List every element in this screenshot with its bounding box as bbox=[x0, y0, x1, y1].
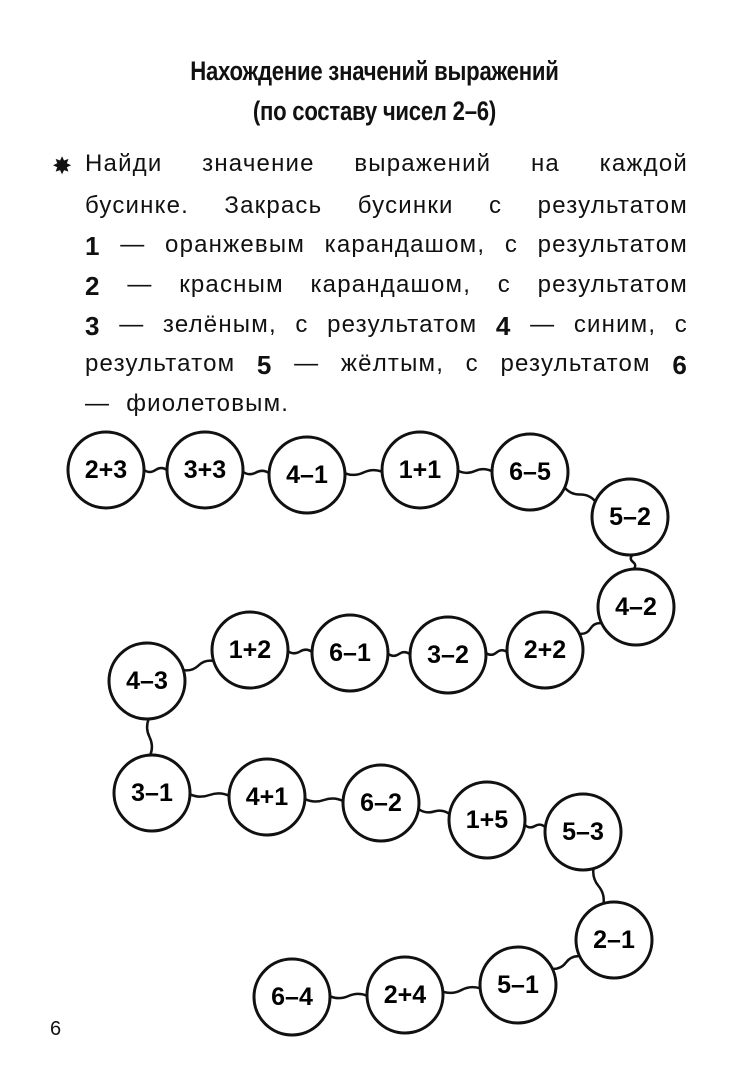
word: Закрась bbox=[224, 192, 323, 219]
word: с bbox=[674, 311, 688, 338]
word: результатом bbox=[327, 311, 478, 338]
bead-expression: 6–4 bbox=[271, 983, 313, 1011]
bead-string bbox=[305, 798, 343, 801]
bead-string bbox=[486, 650, 507, 655]
bead-expression: 5–2 bbox=[609, 503, 651, 531]
word: — bbox=[85, 390, 111, 417]
bead-expression: 5–3 bbox=[562, 818, 604, 846]
word: — bbox=[127, 271, 153, 298]
bead-string bbox=[443, 987, 480, 993]
word: на bbox=[530, 150, 560, 177]
word: с bbox=[295, 311, 309, 338]
bead[interactable] bbox=[114, 755, 190, 831]
bead[interactable] bbox=[382, 432, 458, 508]
bead-expression: 4+1 bbox=[245, 783, 289, 811]
word: карандашом, bbox=[310, 271, 472, 298]
bead-expression: 2+3 bbox=[84, 456, 128, 484]
word: — bbox=[294, 350, 320, 377]
bead[interactable] bbox=[254, 959, 330, 1035]
bead-expression: 4–2 bbox=[615, 593, 657, 621]
bead-expression: 6–1 bbox=[329, 639, 371, 667]
word: с bbox=[489, 192, 503, 219]
result-number: 1 bbox=[85, 231, 101, 261]
bead[interactable] bbox=[598, 569, 674, 645]
bead[interactable] bbox=[410, 617, 486, 693]
bead[interactable] bbox=[68, 432, 144, 508]
bead[interactable] bbox=[592, 479, 668, 555]
bead-string bbox=[579, 623, 601, 634]
bead-expression: 2–1 bbox=[593, 926, 635, 954]
bead-string bbox=[144, 468, 167, 472]
page-subtitle: (по составу чисел 2–6) bbox=[252, 96, 496, 126]
bead-expression: 3+3 bbox=[183, 456, 227, 484]
bead-string bbox=[288, 650, 312, 654]
bead[interactable] bbox=[312, 615, 388, 691]
bead-expression: 1+5 bbox=[465, 806, 509, 834]
bead-string bbox=[552, 956, 579, 969]
page-number: 6 bbox=[50, 1018, 62, 1040]
result-number: 6 bbox=[672, 350, 688, 380]
bead-string bbox=[419, 809, 450, 814]
bead[interactable] bbox=[576, 902, 652, 978]
bead-string bbox=[631, 555, 635, 569]
bead-expression: 2+2 bbox=[523, 636, 567, 664]
bead-expression: 6–2 bbox=[360, 789, 402, 817]
bead[interactable] bbox=[269, 437, 345, 513]
result-number: 5 bbox=[256, 350, 273, 380]
word: фиолетовым. bbox=[126, 390, 290, 417]
bead-string bbox=[593, 869, 603, 904]
word: результатом bbox=[537, 271, 688, 298]
bead-expression: 3–2 bbox=[427, 641, 469, 669]
page-title: Нахождение значений выражений bbox=[190, 56, 559, 86]
bead[interactable] bbox=[109, 643, 185, 719]
word: выражений bbox=[354, 150, 492, 177]
word: — bbox=[120, 231, 146, 258]
star-bullet-icon: ✸ bbox=[52, 153, 73, 180]
word: оранжевым bbox=[165, 231, 306, 258]
bead[interactable] bbox=[507, 612, 583, 688]
word: красным bbox=[179, 271, 284, 298]
bead-string bbox=[458, 469, 492, 473]
bead-string bbox=[330, 994, 367, 998]
result-number: 2 bbox=[85, 271, 101, 301]
word: результатом bbox=[537, 231, 688, 258]
bead-expression: 3–1 bbox=[131, 779, 173, 807]
word: Найди bbox=[85, 150, 163, 177]
bead-string bbox=[345, 470, 382, 475]
bead[interactable] bbox=[229, 759, 305, 835]
word: каждой bbox=[599, 150, 688, 177]
word: с bbox=[497, 271, 511, 298]
bead-expression: 5–1 bbox=[497, 971, 539, 999]
bead-string bbox=[147, 719, 152, 755]
bead-string bbox=[565, 488, 596, 502]
bead-expression: 1+1 bbox=[398, 456, 442, 484]
word: результатом bbox=[500, 350, 651, 377]
bead[interactable] bbox=[492, 434, 568, 510]
bead-expression: 4–3 bbox=[126, 667, 168, 695]
bead-string bbox=[388, 652, 410, 656]
bead-string bbox=[525, 825, 546, 828]
word: синим, bbox=[573, 311, 657, 338]
bead[interactable] bbox=[480, 947, 556, 1023]
word: — bbox=[119, 311, 145, 338]
bead-string bbox=[183, 661, 213, 671]
bead-string bbox=[243, 471, 269, 474]
word: с bbox=[504, 231, 519, 258]
bead[interactable] bbox=[167, 432, 243, 508]
bead-expression: 2+4 bbox=[383, 981, 427, 1009]
word: с bbox=[465, 350, 479, 377]
bead-string bbox=[190, 793, 229, 796]
word: результатом bbox=[85, 350, 236, 377]
bead[interactable] bbox=[449, 782, 525, 858]
word: значение bbox=[202, 150, 315, 177]
result-number: 3 bbox=[85, 311, 101, 341]
word: — bbox=[530, 311, 556, 338]
bead[interactable] bbox=[212, 612, 288, 688]
word: зелёным, bbox=[162, 311, 277, 338]
word: бусинки bbox=[357, 192, 454, 219]
word: бусинке. bbox=[85, 192, 189, 219]
bead-expression: 6–5 bbox=[509, 458, 551, 486]
word: жёлтым, bbox=[340, 350, 445, 377]
bead[interactable] bbox=[343, 765, 419, 841]
result-number: 4 bbox=[495, 311, 512, 341]
bead-expression: 1+2 bbox=[228, 636, 272, 664]
bead[interactable] bbox=[545, 794, 621, 870]
word: карандашом, bbox=[324, 231, 486, 258]
bead-expression: 4–1 bbox=[286, 461, 328, 489]
bead[interactable] bbox=[367, 957, 443, 1033]
word: результатом bbox=[537, 192, 688, 219]
